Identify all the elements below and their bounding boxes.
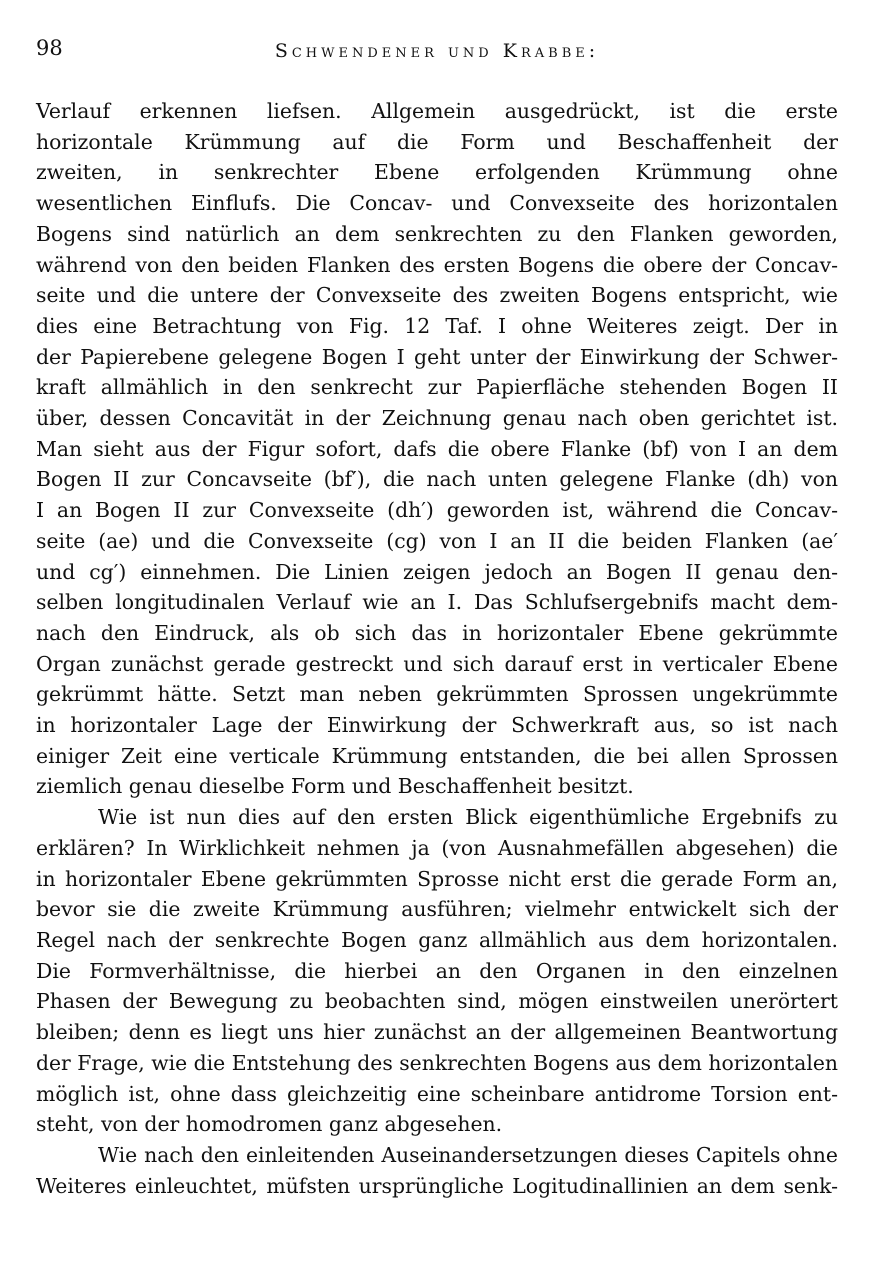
- page-header: [36, 36, 838, 76]
- text-line: und cg′) einnehmen. Die Linien zeigen jedoch an Bogen II genau den-: [36, 559, 838, 584]
- text-line: möglich ist, ohne dass gleichzeitig eine scheinbare antidrome Torsion ent-: [36, 1081, 838, 1106]
- text-line: Man sieht aus der Figur sofort, dafs die obere Flanke (bf) von I an dem: [36, 436, 838, 461]
- text-line: einiger Zeit eine verticale Krümmung entstanden, die bei allen Sprossen: [36, 743, 838, 768]
- paragraph-start-line: Wie nach den einleitenden Auseinandersetzungen dieses Capitels ohne: [98, 1142, 838, 1167]
- text-line: Phasen der Bewegung zu beobachten sind, mögen einstweilen unerörtert: [36, 989, 838, 1014]
- text-line: bleiben; denn es liegt uns hier zunächst an der allgemeinen Beantwortung: [36, 1020, 838, 1045]
- page-number: 98: [36, 36, 63, 60]
- paragraph-end-line: steht, von der homodromen ganz abgesehen.: [36, 1112, 503, 1137]
- text-line: seite und die untere der Convexseite des zweiten Bogens entspricht, wie: [36, 283, 838, 308]
- text-line: I an Bogen II zur Convexseite (dh′) geworden ist, während die Concav-: [36, 498, 838, 523]
- paragraph-start-line: Wie ist nun dies auf den ersten Blick eigenthümliche Ergebnifs zu: [98, 805, 838, 830]
- text-line: Verlauf erkennen liefsen. Allgemein ausgedrückt, ist die erste: [36, 99, 838, 123]
- text-line: Organ zunächst gerade gestreckt und sich darauf erst in verticaler Ebene: [36, 651, 838, 676]
- text-line: der Papierebene gelegene Bogen I geht unter der Einwirkung der Schwer-: [36, 344, 838, 369]
- text-line: bevor sie die zweite Krümmung ausführen; vielmehr entwickelt sich der: [36, 897, 838, 922]
- text-line: Regel nach der senkrechte Bogen ganz allmählich aus dem horizontalen.: [36, 927, 838, 952]
- text-line: nach den Eindruck, als ob sich das in horizontaler Ebene gekrümmte: [36, 620, 838, 645]
- text-line: in horizontaler Lage der Einwirkung der Schwerkraft aus, so ist nach: [36, 713, 838, 738]
- text-line: über, dessen Concavität in der Zeichnung genau nach oben gerichtet ist.: [36, 406, 838, 431]
- text-line: seite (ae) und die Convexseite (cg) von I an II die beiden Flanken (ae′: [36, 528, 838, 553]
- text-line: Die Formverhältnisse, die hierbei an den Organen in den einzelnen: [36, 958, 838, 983]
- text-line: während von den beiden Flanken des ersten Bogens die obere der Concav-: [36, 252, 838, 277]
- text-line: kraft allmählich in den senkrecht zur Papierfläche stehenden Bogen II: [36, 375, 838, 400]
- text-line: horizontale Krümmung auf die Form und Beschaffenheit der: [36, 129, 838, 154]
- page: [36, 36, 838, 1201]
- text-line: erklären? In Wirklichkeit nehmen ja (von Ausnahmefällen abgesehen) die: [36, 835, 838, 860]
- text-line: gekrümmt hätte. Setzt man neben gekrümmten Sprossen ungekrümmte: [36, 682, 838, 707]
- text-line: Bogen II zur Concavseite (bf′), die nach unten gelegene Flanke (dh) von: [36, 467, 838, 492]
- running-head: Schwendener und Krabbe:: [274, 40, 600, 62]
- text-line: der Frage, wie die Entstehung des senkrechten Bogens aus dem horizontalen: [36, 1050, 838, 1075]
- text-line: wesentlichen Einflufs. Die Concav- und Convexseite des horizontalen: [36, 191, 838, 216]
- body-text: [36, 96, 838, 1201]
- text-line: dies eine Betrachtung von Fig. 12 Taf. I ohne Weiteres zeigt. Der in: [36, 313, 838, 338]
- text-line: selben longitudinalen Verlauf wie an I. Das Schlufsergebnifs macht dem-: [36, 590, 838, 615]
- paragraph-end-line: ziemlich genau dieselbe Form und Beschaffenheit besitzt.: [36, 774, 634, 799]
- text-line: zweiten, in senkrechter Ebene erfolgenden Krümmung ohne: [36, 160, 838, 185]
- text-line: Bogens sind natürlich an dem senkrechten zu den Flanken geworden,: [36, 221, 838, 246]
- text-line: Weiteres einleuchtet, müfsten ursprüngliche Logitudinallinien an dem senk-: [36, 1173, 838, 1198]
- text-line: in horizontaler Ebene gekrümmten Sprosse nicht erst die gerade Form an,: [36, 866, 838, 891]
